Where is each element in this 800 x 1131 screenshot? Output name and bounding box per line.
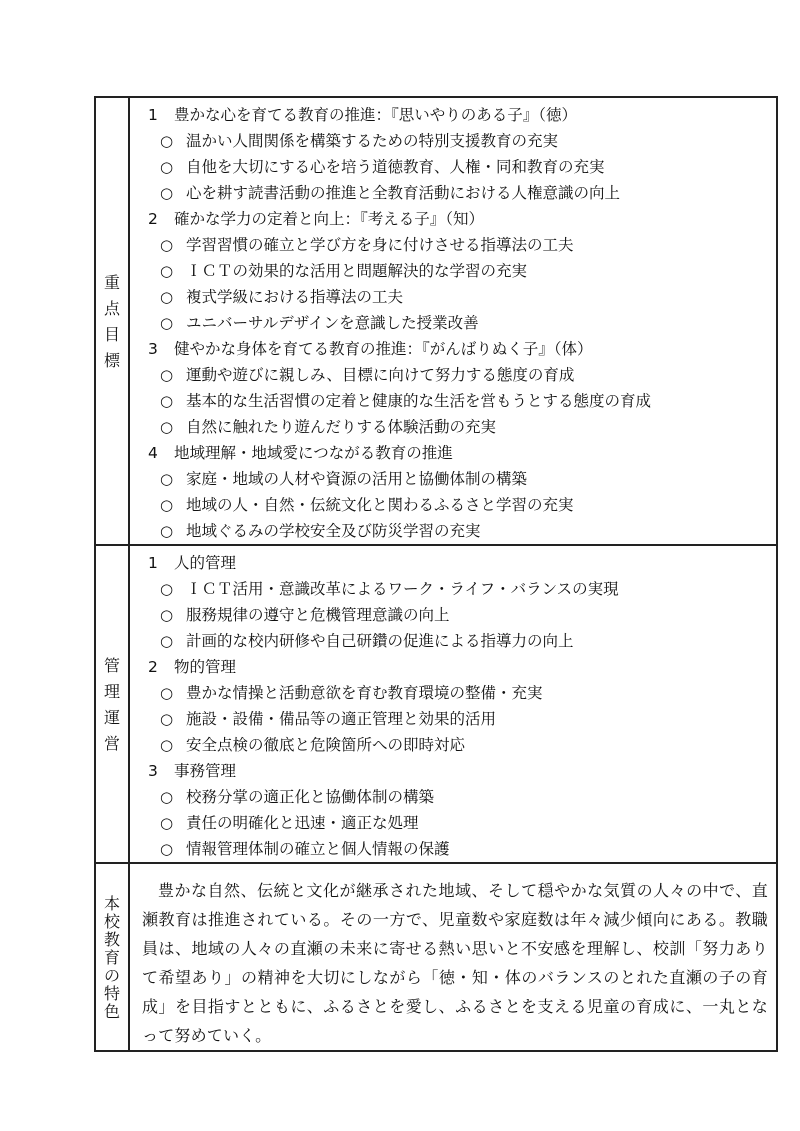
vertical-char: 校 <box>103 912 120 931</box>
list-item-text: 自他を大切にする心を培う道徳教育、人権・同和教育の充実 <box>186 158 605 176</box>
features-header <box>104 896 120 1020</box>
section-heading-text: 人的管理 <box>174 554 237 572</box>
circle-bullet-icon: ○ <box>160 736 174 754</box>
section-heading <box>142 336 768 362</box>
vertical-char: 運 <box>103 708 120 727</box>
list-item <box>142 680 768 706</box>
circle-bullet-icon: ○ <box>160 814 174 832</box>
section-heading-text: 事務管理 <box>174 762 237 780</box>
vertical-char: 重 <box>103 273 120 292</box>
list-item <box>142 810 768 836</box>
vertical-char: 本 <box>103 894 120 913</box>
section-heading <box>142 550 768 576</box>
circle-bullet-icon: ○ <box>160 366 174 384</box>
section-number: 2 <box>148 210 158 228</box>
list-item-text: 校務分掌の適正化と協働体制の構築 <box>186 788 435 806</box>
list-item <box>142 518 768 544</box>
list-item-text: 地域ぐるみの学校安全及び防災学習の充実 <box>186 522 481 540</box>
section-heading-text: 地域理解・地域愛につながる教育の推進 <box>174 444 453 462</box>
section-heading-text: 確かな学力の定着と向上：『考える子』（知） <box>174 210 485 228</box>
list-item <box>142 602 768 628</box>
circle-bullet-icon: ○ <box>160 580 174 598</box>
list-item <box>142 388 768 414</box>
section-number: 1 <box>148 554 158 572</box>
list-item <box>142 836 768 862</box>
circle-bullet-icon: ○ <box>160 840 174 858</box>
list-item-text: ＩＣＴ活用・意識改革によるワーク・ライフ・バランスの実現 <box>186 580 619 598</box>
document-table <box>94 96 778 1052</box>
vertical-char: 管 <box>103 656 120 675</box>
list-item <box>142 576 768 602</box>
circle-bullet-icon: ○ <box>160 606 174 624</box>
section-heading-text: 豊かな心を育てる教育の推進：『思いやりのある子』（徳） <box>174 106 578 124</box>
list-item-text: 計画的な校内研修や自己研鑽の促進による指導力の向上 <box>186 632 574 650</box>
circle-bullet-icon: ○ <box>160 632 174 650</box>
circle-bullet-icon: ○ <box>160 788 174 806</box>
features-paragraph: 豊かな自然、伝統と文化が継承された地域、そして穏やかな気質の人々の中で、直瀬教育は推進されている。その一方で、児童数や家庭数は年々減少傾向にある。教職員は、地域の人々の直瀬の未来に寄せる熱い思いと不安感を理解し、校訓「努力ありて希望あり」の精神を大切にしながら「徳・知・体のバランスのとれた直瀬の子の育成」を目指すとともに、ふるさとを愛し、ふるさとを支える児童の育成に、一丸となって努めていく。 <box>142 881 768 1045</box>
vertical-char: 色 <box>103 1002 120 1021</box>
section-heading <box>142 102 768 128</box>
list-item <box>142 284 768 310</box>
list-item-text: 自然に触れたり遊んだりする体験活動の充実 <box>186 418 497 436</box>
list-item <box>142 232 768 258</box>
section-number: 4 <box>148 444 158 462</box>
circle-bullet-icon: ○ <box>160 496 174 514</box>
section-number: 2 <box>148 658 158 676</box>
list-item <box>142 362 768 388</box>
section-number: 3 <box>148 340 158 358</box>
section-heading-text: 健やかな身体を育てる教育の推進：『がんばりぬく子』（体） <box>174 340 593 358</box>
list-item-text: 服務規律の遵守と危機管理意識の向上 <box>186 606 450 624</box>
list-item-text: 施設・設備・備品等の適正管理と効果的活用 <box>186 710 497 728</box>
admin-content <box>129 545 777 863</box>
list-item <box>142 466 768 492</box>
goals-content <box>129 97 777 545</box>
list-item <box>142 784 768 810</box>
list-item <box>142 492 768 518</box>
circle-bullet-icon: ○ <box>160 418 174 436</box>
features-row <box>95 863 777 1051</box>
admin-header-cell <box>95 545 129 863</box>
vertical-char: 教 <box>103 930 120 949</box>
circle-bullet-icon: ○ <box>160 158 174 176</box>
circle-bullet-icon: ○ <box>160 314 174 332</box>
circle-bullet-icon: ○ <box>160 392 174 410</box>
list-item <box>142 706 768 732</box>
features-header-cell <box>95 863 129 1051</box>
vertical-char: 育 <box>103 948 120 967</box>
list-item <box>142 154 768 180</box>
circle-bullet-icon: ○ <box>160 288 174 306</box>
list-item-text: 責任の明確化と迅速・適正な処理 <box>186 814 419 832</box>
section-number: 3 <box>148 762 158 780</box>
goals-row <box>95 97 777 545</box>
list-item <box>142 628 768 654</box>
list-item-text: 温かい人間関係を構築するための特別支援教育の充実 <box>186 132 559 150</box>
circle-bullet-icon: ○ <box>160 184 174 202</box>
list-item <box>142 128 768 154</box>
list-item <box>142 414 768 440</box>
circle-bullet-icon: ○ <box>160 684 174 702</box>
circle-bullet-icon: ○ <box>160 710 174 728</box>
list-item-text: 基本的な生活習慣の定着と健康的な生活を営もうとする態度の育成 <box>186 392 652 410</box>
list-item-text: 家庭・地域の人材や資源の活用と協働体制の構築 <box>186 470 528 488</box>
vertical-char: 点 <box>103 299 120 318</box>
section-heading-text: 物的管理 <box>174 658 237 676</box>
circle-bullet-icon: ○ <box>160 470 174 488</box>
list-item-text: 豊かな情操と活動意欲を育む教育環境の整備・充実 <box>186 684 543 702</box>
list-item-text: ＩＣＴの効果的な活用と問題解決的な学習の充実 <box>186 262 528 280</box>
vertical-char: 目 <box>103 325 120 344</box>
section-number: 1 <box>148 106 158 124</box>
goals-header-cell <box>95 97 129 545</box>
features-content <box>129 863 777 1051</box>
vertical-char: 特 <box>103 984 120 1003</box>
section-heading <box>142 654 768 680</box>
circle-bullet-icon: ○ <box>160 262 174 280</box>
section-heading <box>142 758 768 784</box>
vertical-char: の <box>103 966 120 985</box>
circle-bullet-icon: ○ <box>160 522 174 540</box>
list-item <box>142 732 768 758</box>
list-item-text: 学習習慣の確立と学び方を身に付けさせる指導法の工夫 <box>186 236 574 254</box>
list-item-text: 心を耕す読書活動の推進と全教育活動における人権意識の向上 <box>186 184 621 202</box>
section-heading <box>142 440 768 466</box>
list-item <box>142 310 768 336</box>
list-item-text: 情報管理体制の確立と個人情報の保護 <box>186 840 450 858</box>
admin-row <box>95 545 777 863</box>
vertical-char: 標 <box>103 351 120 370</box>
section-heading <box>142 206 768 232</box>
list-item <box>142 180 768 206</box>
list-item-text: 安全点検の徹底と危険箇所への即時対応 <box>186 736 466 754</box>
circle-bullet-icon: ○ <box>160 236 174 254</box>
admin-header <box>104 658 120 752</box>
list-item-text: 運動や遊びに親しみ、目標に向けて努力する態度の育成 <box>186 366 575 384</box>
list-item <box>142 258 768 284</box>
circle-bullet-icon: ○ <box>160 132 174 150</box>
goals-header <box>104 275 120 369</box>
vertical-char: 営 <box>103 734 120 753</box>
list-item-text: 複式学級における指導法の工夫 <box>186 288 404 306</box>
list-item-text: 地域の人・自然・伝統文化と関わるふるさと学習の充実 <box>186 496 574 514</box>
vertical-char: 理 <box>103 682 120 701</box>
list-item-text: ユニバーサルデザインを意識した授業改善 <box>186 314 479 332</box>
